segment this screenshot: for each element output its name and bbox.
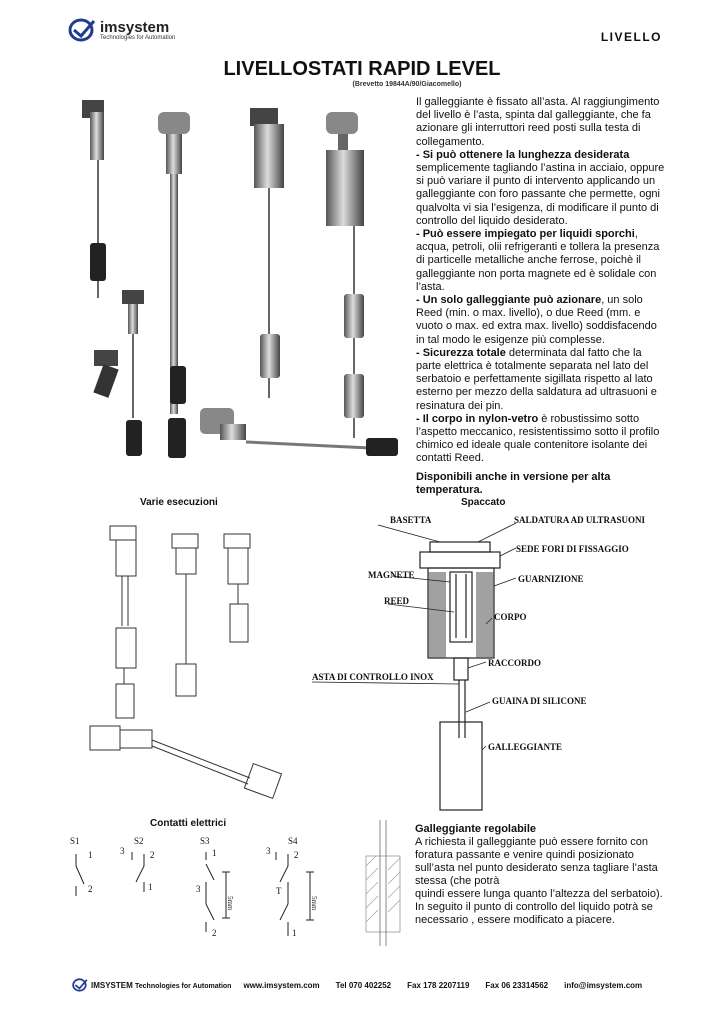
logo-tagline: Technologies for Automation xyxy=(100,34,176,41)
label-raccordo: RACCORDO xyxy=(488,658,541,668)
variants-drawing xyxy=(80,516,300,816)
label-guaina: GUAINA DI SILICONE xyxy=(492,696,587,706)
footer-fax-1: Fax 178 2207119 xyxy=(407,980,470,990)
product-photos xyxy=(70,98,410,470)
adjustable-float-title: Galleggiante regolabile xyxy=(415,823,537,835)
footer-tel: Tel 070 402252 xyxy=(335,980,392,990)
contact-s3-pin-3: 3 xyxy=(196,884,201,894)
adjustable-float-text-2: quindi essere lunga quanto l’altezza del serbatoio). In seguito il punto di controllo del liquido potrà se necessario , essere modificato a piacere. xyxy=(415,888,663,926)
contact-s4-pin-2: 2 xyxy=(294,850,299,860)
footer-brand-tag: Technologies for Automation xyxy=(135,982,232,990)
section-drawing xyxy=(310,512,670,812)
feature-3-title: - Un solo galleggiante può azionare xyxy=(416,294,602,307)
contact-s4-pin-1: 1 xyxy=(292,928,297,938)
contact-s3-pin-1: 1 xyxy=(212,848,217,858)
contact-s4-pin-t: T xyxy=(276,886,282,896)
contact-s3-pin-2: 2 xyxy=(212,928,217,938)
contact-s1-label: S1 xyxy=(70,836,80,846)
contact-s1-pin-2: 2 xyxy=(88,884,93,894)
label-galleggiante: GALLEGGIANTE xyxy=(488,742,563,752)
label-sede: SEDE FORI DI FISSAGGIO xyxy=(516,544,629,554)
feature-5-text: è robustissimo sotto l’aspetto meccanico, resistentissimo sotto il profilo chimico ed ideale quale contenitore isolante dei contatti Reed. xyxy=(416,412,660,465)
caption-variants: Varie esecuzioni xyxy=(140,497,218,508)
high-temp-note: Disponibili anche in versione per alta temperatura. xyxy=(416,470,611,496)
feature-2-title: - Può essere impiegato per liquidi sporchi xyxy=(416,228,635,241)
feature-3-text: , un solo Reed (min. o max. livello), o due Reed (mm. e vuoto o max. ed extra max. livello) soddisfacendo in tal modo le esigenze più complesse. xyxy=(416,294,657,346)
footer xyxy=(72,978,672,992)
feature-1-text: semplicemente tagliando l’astina in acciaio, oppure si può variare il punto di intervento applicando un galleggiante con foro passante che permette, ogni qualvolta vi sia l’esigenza, di modificare il punto di controllo del liquido desiderato. xyxy=(416,162,665,227)
footer-web[interactable]: www.imsystem.com xyxy=(243,980,320,990)
feature-1-title: - Si può ottenere la lunghezza desiderata xyxy=(416,148,630,161)
label-guarnizione: GUARNIZIONE xyxy=(518,574,584,584)
adjustable-float-drawing xyxy=(360,820,410,946)
contact-s1-pin-1: 1 xyxy=(88,850,93,860)
footer-logo-icon xyxy=(72,978,88,992)
contacts-drawing xyxy=(66,832,346,944)
page-title: LIVELLOSTATI RAPID LEVEL xyxy=(223,58,501,80)
feature-2-text: , acqua, petroli, olii refrigeranti e tollera la presenza di particelle metalliche anche ferrose, poichè il galleggiante non porta magnete ed è solidale con l’asta. xyxy=(416,228,660,293)
contact-s4-dim: 5mm xyxy=(310,896,318,911)
intro-text: Il galleggiante è fissato all’asta. Al raggiungimento del livello è l’asta, spinta dal galleggiante, che fa azionare gli interruttori reed posti sulla testa di collegamento. xyxy=(416,96,660,148)
description xyxy=(416,96,666,497)
label-saldatura: SALDATURA AD ULTRASUONI xyxy=(514,515,646,525)
feature-5-title: - Il corpo in nylon-vetro xyxy=(416,412,539,425)
adjustable-float-text-1: A richiesta il galleggiante può essere fornito con foratura passante e venire quindi posizionato sull’asta nel punto desiderato senza tagliare l’asta stessa (che potrà xyxy=(415,836,658,887)
footer-email[interactable]: info@imsystem.com xyxy=(564,980,643,990)
contact-s2-pin-1: 1 xyxy=(148,882,153,892)
footer-fax-2: Fax 06 23314562 xyxy=(485,980,549,990)
contact-s2-pin-2: 2 xyxy=(150,850,155,860)
label-reed: REED xyxy=(384,596,410,606)
patent-note: (Brevetto 19844A/90/Giacomello) xyxy=(352,81,462,88)
label-asta: ASTA DI CONTROLLO INOX xyxy=(312,672,434,682)
footer-brand: IMSYSTEM xyxy=(91,980,133,990)
section-label: LIVELLO xyxy=(600,30,662,44)
caption-contacts: Contatti elettrici xyxy=(150,818,227,829)
adjustable-float-section xyxy=(415,823,665,927)
label-magnete: MAGNETE xyxy=(368,570,415,580)
label-corpo: CORPO xyxy=(494,612,527,622)
contact-s2-pin-3: 3 xyxy=(120,846,125,856)
feature-4-text: determinata dal fatto che la parte elettrica è totalmente separata nel lato del serbatoio e perfettamente sigillata rispetto al lato esterno per mezzo della saldatura ad ultrasuoni e resinatura dei pin. xyxy=(416,346,657,412)
label-basetta: BASETTA xyxy=(390,515,432,525)
contact-s4-label: S4 xyxy=(288,836,298,846)
caption-section: Spaccato xyxy=(461,497,506,508)
contact-s3-dim: 5mm xyxy=(226,896,234,911)
contact-s4-pin-3: 3 xyxy=(266,846,271,856)
contact-s3-label: S3 xyxy=(200,836,210,846)
imsystem-logo-icon xyxy=(68,18,96,42)
header-logo xyxy=(68,18,175,42)
logo-name: imsystem xyxy=(100,18,170,36)
contact-s2-label: S2 xyxy=(134,836,144,846)
feature-4-title: - Sicurezza totale xyxy=(416,346,506,359)
